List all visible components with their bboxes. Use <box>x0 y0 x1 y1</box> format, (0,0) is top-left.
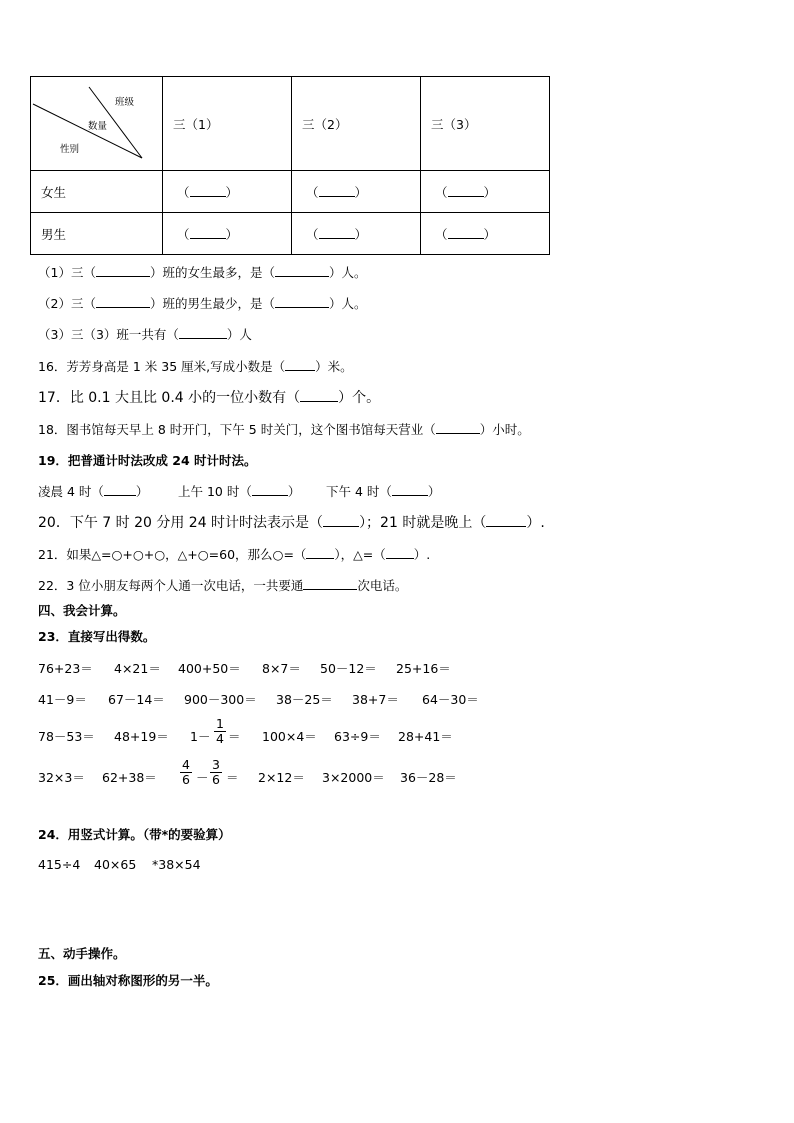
calc-item: 2×12＝ <box>258 770 305 785</box>
calc-item: 64－30＝ <box>422 692 479 707</box>
calc-item: 41－9＝ <box>38 692 87 707</box>
question-25: 25．画出轴对称图形的另一半。 <box>38 973 218 988</box>
answer-cell: （ ） <box>292 171 421 213</box>
data-table <box>30 76 550 255</box>
question-21: 21．如果△=○+○+○，△+○=60，那么○=（ ），△=（ ）. <box>38 547 431 562</box>
fraction-three-sixths: $\frac{3}{6}$ <box>210 758 222 787</box>
question-20: 20．下午 7 时 20 分用 24 时计时法表示是（ ）；21 时就是晚上（ ）. <box>38 515 545 531</box>
vertical-calc-item: *38×54 <box>152 857 201 872</box>
calc-item: － <box>196 770 209 785</box>
calc-item: 400+50＝ <box>178 661 241 676</box>
row-label: 男生 <box>31 213 163 255</box>
question-18: 18．图书馆每天早上 8 时开门，下午 5 时关门，这个图书馆每天营业（ ）小时。 <box>38 422 530 437</box>
calc-item: 38+7＝ <box>352 692 399 707</box>
calc-item: 63÷9＝ <box>334 729 381 744</box>
calc-item: 100×4＝ <box>262 729 317 744</box>
question-23: 23．直接写出得数。 <box>38 629 156 644</box>
answer-cell: （ ） <box>163 171 292 213</box>
calc-item: 3×2000＝ <box>322 770 385 785</box>
calc-item: 28+41＝ <box>398 729 453 744</box>
question-19-item: 凌晨 4 时（ ） <box>38 484 149 499</box>
section-four-title: 四、我会计算。 <box>38 603 126 618</box>
row-label: 女生 <box>31 171 163 213</box>
table-row <box>31 171 550 213</box>
answer-cell: （ ） <box>163 213 292 255</box>
calc-item: 38－25＝ <box>276 692 333 707</box>
calc-item: 67－14＝ <box>108 692 165 707</box>
calc-item: 4×21＝ <box>114 661 161 676</box>
calc-item: 8×7＝ <box>262 661 301 676</box>
question-22: 22．3 位小朋友每两个人通一次电话，一共要通 次电话。 <box>38 578 408 593</box>
question-19-item: 上午 10 时（ ） <box>178 484 301 499</box>
section-five-title: 五、动手操作。 <box>38 946 126 961</box>
calc-item: 36－28＝ <box>400 770 457 785</box>
header-label-quantity: 数量 <box>88 121 108 132</box>
calc-item: ＝ <box>226 770 239 785</box>
calc-item: 900－300＝ <box>184 692 257 707</box>
question-19: 19．把普通计时法改成 24 时计时法。 <box>38 453 257 468</box>
question-24: 24．用竖式计算。（带*的要验算） <box>38 827 231 842</box>
column-header: 三（3） <box>421 77 550 171</box>
fraction-one-quarter: $\frac{1}{4}$ <box>214 717 226 746</box>
calc-item: 62+38＝ <box>102 770 157 785</box>
sub-question-3: （3）三（3）班一共有（ ）人 <box>38 327 252 342</box>
question-17: 17．比 0.1 大且比 0.4 小的一位小数有（ ）个。 <box>38 390 381 406</box>
calc-item: 25+16＝ <box>396 661 451 676</box>
header-label-class: 班级 <box>115 97 135 108</box>
sub-question-1: （1）三（ ）班的女生最多，是（ ）人。 <box>38 265 367 280</box>
calc-item: 48+19＝ <box>114 729 169 744</box>
sub-question-2: （2）三（ ）班的男生最少，是（ ）人。 <box>38 296 367 311</box>
column-header: 三（1） <box>163 77 292 171</box>
calc-item: 78－53＝ <box>38 729 95 744</box>
calc-item: 50－12＝ <box>320 661 377 676</box>
fraction-four-sixths: $\frac{4}{6}$ <box>180 758 192 787</box>
answer-cell: （ ） <box>421 171 550 213</box>
vertical-calc-item: 40×65 <box>94 857 137 872</box>
question-19-item: 下午 4 时（ ） <box>326 484 441 499</box>
calc-item: 76+23＝ <box>38 661 93 676</box>
calc-item: 1－ <box>190 729 211 744</box>
diagonal-header-cell <box>31 77 163 171</box>
answer-cell: （ ） <box>421 213 550 255</box>
header-label-gender: 性别 <box>60 144 80 155</box>
vertical-calc-item: 415÷4 <box>38 857 81 872</box>
answer-cell: （ ） <box>292 213 421 255</box>
calc-item: ＝ <box>228 729 241 744</box>
question-16: 16．芳芳身高是 1 米 35 厘米,写成小数是（ ）米。 <box>38 359 353 374</box>
column-header: 三（2） <box>292 77 421 171</box>
calc-item: 32×3＝ <box>38 770 85 785</box>
table-row <box>31 213 550 255</box>
